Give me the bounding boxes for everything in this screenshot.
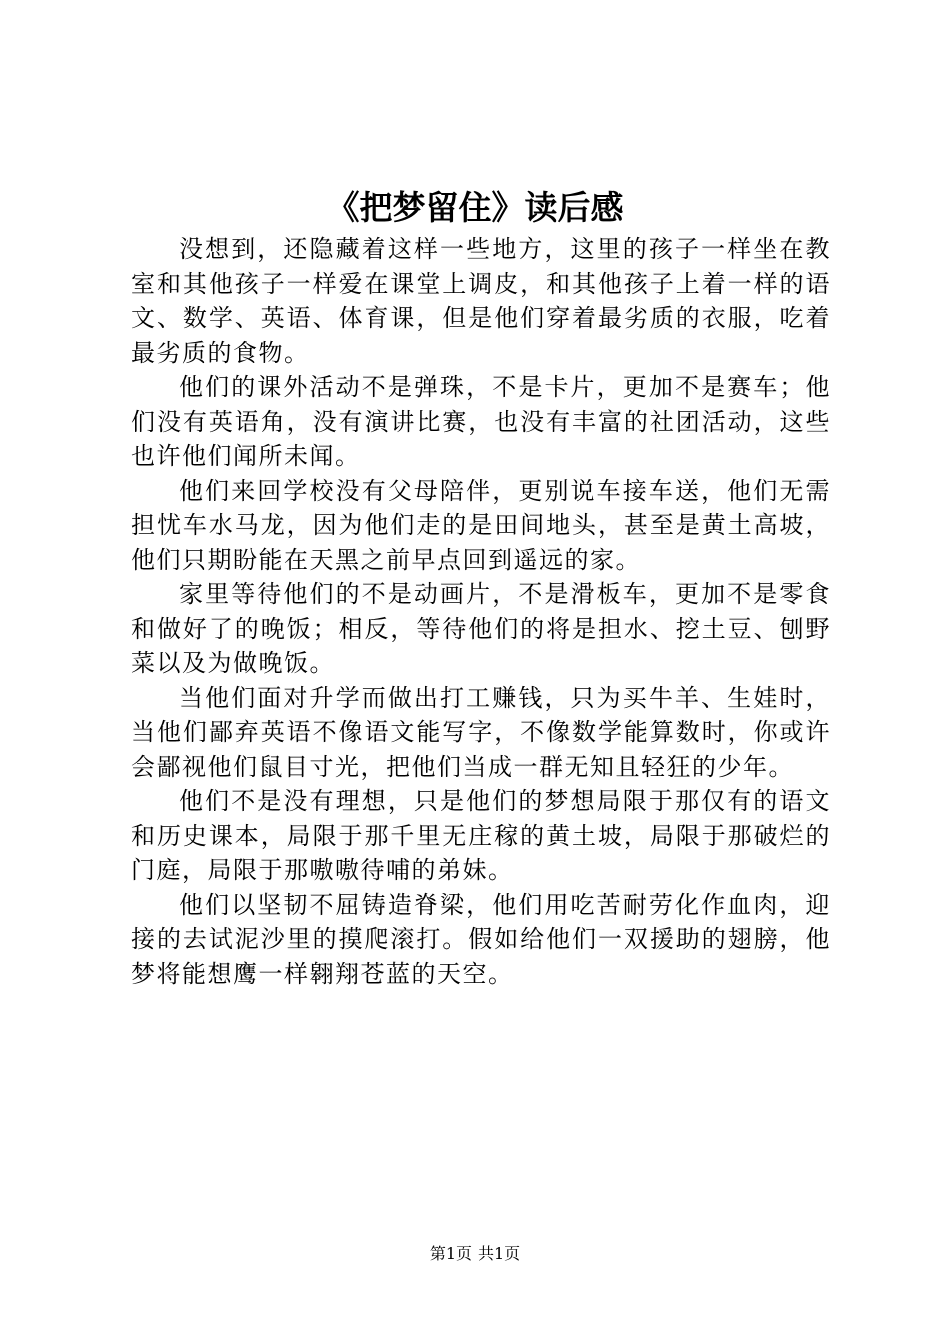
- document-title: 《把梦留住》读后感: [326, 188, 624, 227]
- paragraph-7: 他们以坚韧不屈铸造脊梁，他们用吃苦耐劳化作血肉，迎接的去试泥沙里的摸爬滚打。假如给他们一双援助的翅膀，他梦将能想鹰一样翱翔苍蓝的天空。: [131, 890, 831, 988]
- page-footer: [0, 1242, 950, 1266]
- page-number: 第1页: [429, 1244, 472, 1263]
- document-body: [131, 232, 831, 991]
- paragraph-5: 当他们面对升学而做出打工赚钱，只为买牛羊、生娃时，当他们鄙弃英语不像语文能写字，不像数学能算数时，你或许会鄙视他们鼠目寸光，把他们当成一群无知且轻狂的少年。: [131, 683, 831, 781]
- page-total: 共1页: [478, 1244, 521, 1263]
- paragraph-1: 没想到，还隐藏着这样一些地方，这里的孩子一样坐在教室和其他孩子一样爱在课堂上调皮，和其他孩子上着一样的语文、数学、英语、体育课，但是他们穿着最劣质的衣服，吃着最劣质的食物。: [131, 235, 831, 367]
- paragraph-2: 他们的课外活动不是弹珠，不是卡片，更加不是赛车；他们没有英语角，没有演讲比赛，也没有丰富的社团活动，这些也许他们闻所未闻。: [131, 373, 831, 470]
- paragraph-4: 家里等待他们的不是动画片，不是滑板车，更加不是零食和做好了的晚饭；相反，等待他们的将是担水、挖土豆、刨野菜以及为做晚饭。: [131, 580, 831, 677]
- paragraph-3: 他们来回学校没有父母陪伴，更别说车接车送，他们无需担忧车水马龙，因为他们走的是田间地头，甚至是黄土高坡，他们只期盼能在天黑之前早点回到遥远的家。: [131, 476, 831, 574]
- paragraph-6: 他们不是没有理想，只是他们的梦想局限于那仅有的语文和历史课本，局限于那千里无庄稼的黄土坡，局限于那破烂的门庭，局限于那嗷嗷待哺的弟妹。: [131, 787, 831, 884]
